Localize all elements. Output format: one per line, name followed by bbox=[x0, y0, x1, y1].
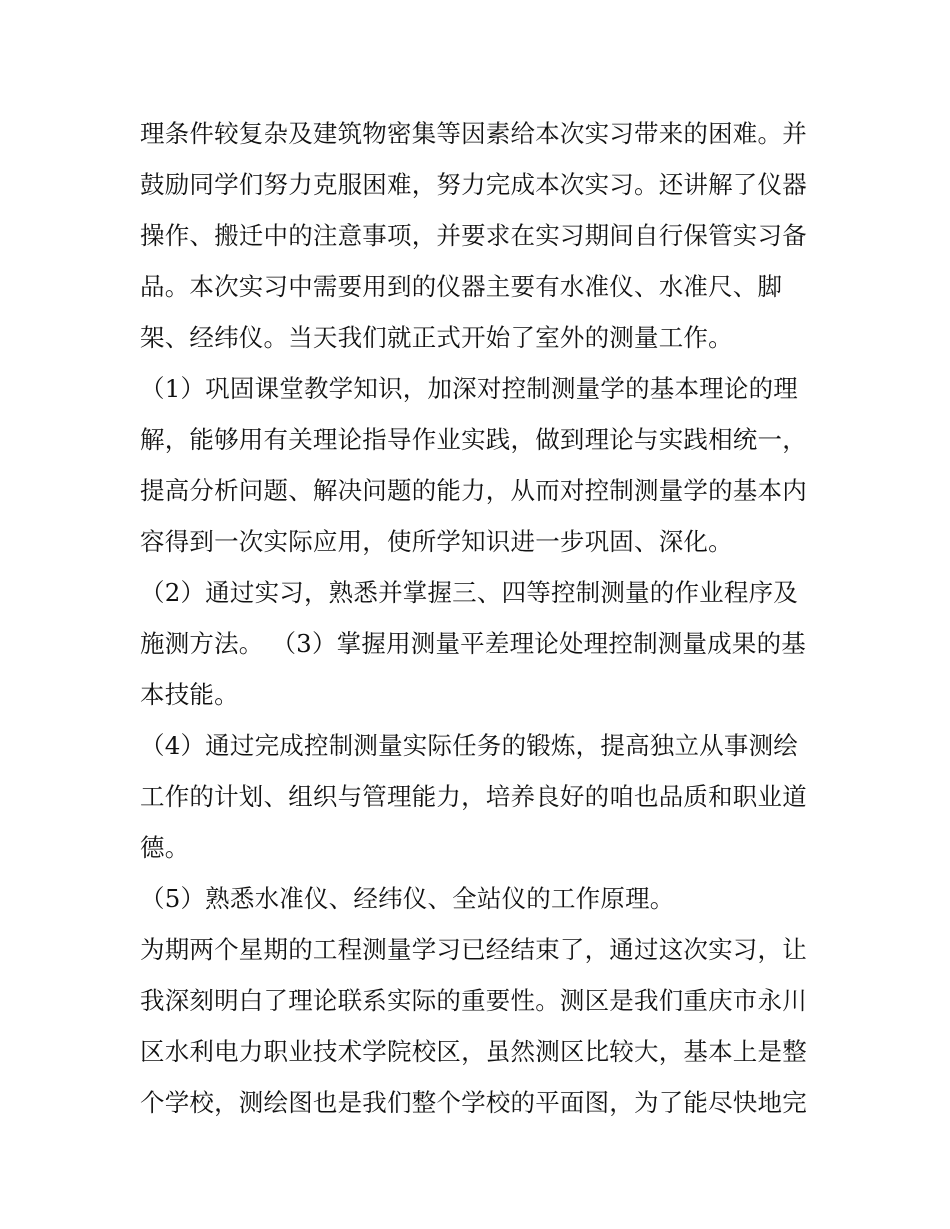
text-line: 容得到一次实际应用，使所学知识进一步巩固、深化。 bbox=[140, 527, 733, 556]
text-line: 提高分析问题、解决问题的能力，从而对控制测量学的基本内 bbox=[140, 476, 807, 505]
text-line: （4）通过完成控制测量实际任务的锻炼，提高独立从事测绘 bbox=[140, 731, 798, 760]
text-line: 本技能。 bbox=[140, 680, 239, 709]
text-line: 品。本次实习中需要用到的仪器主要有水准仪、水准尺、脚 bbox=[140, 272, 783, 301]
text-line: 为期两个星期的工程测量学习已经结束了，通过这次实习，让 bbox=[140, 935, 807, 964]
text-line: 解，能够用有关理论指导作业实践，做到理论与实践相统一， bbox=[140, 425, 807, 454]
text-line: 德。 bbox=[140, 833, 190, 862]
body-text bbox=[140, 108, 820, 1128]
text-line: 鼓励同学们努力克服困难，努力完成本次实习。还讲解了仪器 bbox=[140, 170, 807, 199]
text-line: （2）通过实习，熟悉并掌握三、四等控制测量的作业程序及 bbox=[140, 578, 798, 607]
text-line: 架、经纬仪。当天我们就正式开始了室外的测量工作。 bbox=[140, 323, 733, 352]
text-line: 操作、搬迁中的注意事项，并要求在实习期间自行保管实习备 bbox=[140, 221, 807, 250]
text-line: 区水利电力职业技术学院校区，虽然测区比较大，基本上是整 bbox=[140, 1037, 807, 1066]
text-line: 个学校，测绘图也是我们整个学校的平面图，为了能尽快地完 bbox=[140, 1088, 807, 1117]
text-line: 我深刻明白了理论联系实际的重要性。测区是我们重庆市永川 bbox=[140, 986, 807, 1015]
text-line: 施测方法。 （3）掌握用测量平差理论处理控制测量成果的基 bbox=[140, 629, 806, 658]
text-line: 工作的计划、组织与管理能力，培养良好的咱也品质和职业道 bbox=[140, 782, 807, 811]
text-line: （1）巩固课堂教学知识，加深对控制测量学的基本理论的理 bbox=[140, 374, 798, 403]
text-line: 理条件较复杂及建筑物密集等因素给本次实习带来的困难。并 bbox=[140, 119, 807, 148]
text-line: （5）熟悉水准仪、经纬仪、全站仪的工作原理。 bbox=[140, 884, 675, 913]
